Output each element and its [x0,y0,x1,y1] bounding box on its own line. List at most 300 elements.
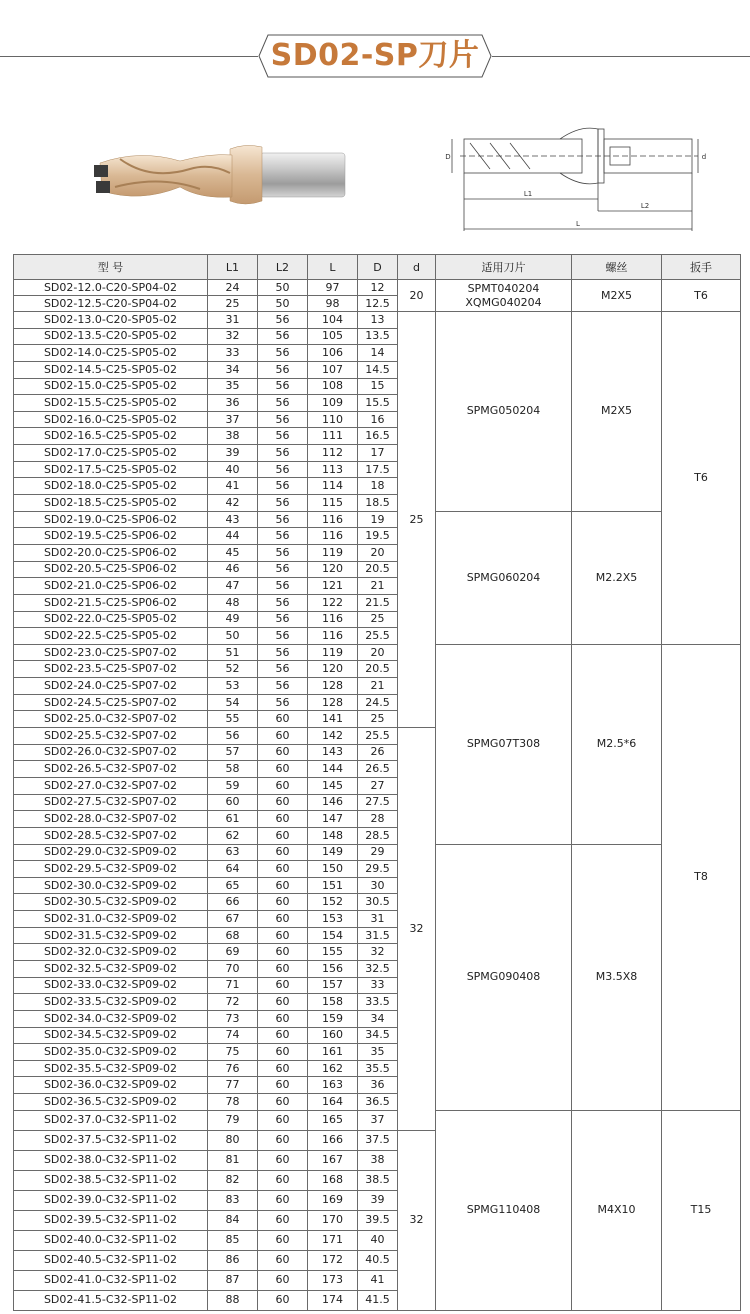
cell-D: 19.5 [358,528,398,545]
cell-model: SD02-13.5-C20-SP05-02 [14,328,208,345]
cell-L1: 49 [208,611,258,628]
cell-model: SD02-32.5-C32-SP09-02 [14,960,208,977]
cell-L2: 60 [258,927,308,944]
header-d: d [398,255,436,280]
cell-L1: 83 [208,1190,258,1210]
cell-L1: 88 [208,1290,258,1310]
cell-model: SD02-36.5-C32-SP09-02 [14,1094,208,1111]
cell-L: 160 [308,1027,358,1044]
cell-D: 18.5 [358,495,398,512]
header-L: L [308,255,358,280]
cell-d: 32 [398,1130,436,1310]
table-row [14,1110,741,1130]
cell-L2: 60 [258,811,308,828]
cell-L2: 56 [258,678,308,695]
cell-model: SD02-41.5-C32-SP11-02 [14,1290,208,1310]
cell-L2: 60 [258,1230,308,1250]
cell-model: SD02-34.0-C32-SP09-02 [14,1010,208,1027]
cell-screw: M2X5 [572,312,662,512]
cell-D: 30.5 [358,894,398,911]
cell-model: SD02-31.5-C32-SP09-02 [14,927,208,944]
cell-screw: M2.2X5 [572,511,662,644]
cell-wrench: T6 [662,280,741,312]
cell-L2: 56 [258,395,308,412]
cell-D: 41.5 [358,1290,398,1310]
cell-L2: 56 [258,611,308,628]
cell-insert: SPMT040204 XQMG040204 [436,280,572,312]
cell-L: 164 [308,1094,358,1111]
cell-L1: 63 [208,844,258,861]
cell-L: 119 [308,544,358,561]
cell-D: 37.5 [358,1130,398,1150]
cell-L: 163 [308,1077,358,1094]
cell-model: SD02-14.0-C25-SP05-02 [14,345,208,362]
cell-model: SD02-13.0-C20-SP05-02 [14,312,208,329]
cell-D: 41 [358,1270,398,1290]
cell-model: SD02-17.0-C25-SP05-02 [14,445,208,462]
cell-D: 36 [358,1077,398,1094]
cell-D: 28 [358,811,398,828]
cell-D: 21 [358,578,398,595]
cell-L2: 60 [258,728,308,745]
cell-d: 25 [398,312,436,728]
cell-L2: 60 [258,977,308,994]
cell-D: 40 [358,1230,398,1250]
cell-L: 109 [308,395,358,412]
cell-d: 32 [398,728,436,1131]
cell-D: 40.5 [358,1250,398,1270]
drawing-label-L2: L2 [640,202,650,210]
cell-L: 112 [308,445,358,462]
cell-L: 115 [308,495,358,512]
header-model: 型 号 [14,255,208,280]
cell-D: 26.5 [358,761,398,778]
cell-L: 143 [308,744,358,761]
cell-L2: 60 [258,1130,308,1150]
cell-L: 98 [308,296,358,312]
cell-D: 17 [358,445,398,462]
cell-L2: 60 [258,1027,308,1044]
cell-L2: 56 [258,411,308,428]
cell-D: 13.5 [358,328,398,345]
cell-D: 38 [358,1150,398,1170]
table-row [14,312,741,329]
cell-insert: SPMG060204 [436,511,572,644]
cell-L: 168 [308,1170,358,1190]
cell-L1: 78 [208,1094,258,1111]
cell-model: SD02-24.0-C25-SP07-02 [14,678,208,695]
cell-L1: 62 [208,827,258,844]
cell-L1: 68 [208,927,258,944]
cell-L: 119 [308,644,358,661]
cell-L1: 73 [208,1010,258,1027]
cell-L2: 56 [258,361,308,378]
cell-L2: 60 [258,1010,308,1027]
cell-D: 28.5 [358,827,398,844]
cell-model: SD02-25.5-C32-SP07-02 [14,728,208,745]
cell-L: 116 [308,628,358,645]
cell-D: 26 [358,744,398,761]
cell-L1: 75 [208,1044,258,1061]
cell-L2: 56 [258,495,308,512]
cell-d: 20 [398,280,436,312]
cell-D: 34.5 [358,1027,398,1044]
cell-L: 141 [308,711,358,728]
cell-L: 170 [308,1210,358,1230]
cell-D: 20 [358,644,398,661]
cell-model: SD02-25.0-C32-SP07-02 [14,711,208,728]
cell-D: 35 [358,1044,398,1061]
cell-L: 105 [308,328,358,345]
cell-L1: 57 [208,744,258,761]
cell-L2: 56 [258,594,308,611]
cell-L1: 25 [208,296,258,312]
cell-L1: 44 [208,528,258,545]
cell-screw: M2X5 [572,280,662,312]
cell-L1: 45 [208,544,258,561]
cell-L: 172 [308,1250,358,1270]
cell-insert: SPMG090408 [436,844,572,1110]
cell-L2: 60 [258,711,308,728]
cell-model: SD02-29.0-C32-SP09-02 [14,844,208,861]
cell-L1: 55 [208,711,258,728]
cell-L: 167 [308,1150,358,1170]
cell-L1: 33 [208,345,258,362]
cell-L1: 39 [208,445,258,462]
cell-D: 34 [358,1010,398,1027]
cell-L: 154 [308,927,358,944]
cell-model: SD02-16.0-C25-SP05-02 [14,411,208,428]
cell-L1: 56 [208,728,258,745]
cell-L: 120 [308,561,358,578]
cell-L1: 72 [208,994,258,1011]
cell-model: SD02-19.0-C25-SP06-02 [14,511,208,528]
cell-model: SD02-37.0-C32-SP11-02 [14,1110,208,1130]
cell-D: 33.5 [358,994,398,1011]
cell-model: SD02-12.0-C20-SP04-02 [14,280,208,296]
cell-L2: 60 [258,1290,308,1310]
page-title: SD02-SP刀片 [270,38,480,73]
cell-L1: 35 [208,378,258,395]
cell-model: SD02-39.5-C32-SP11-02 [14,1210,208,1230]
cell-L: 159 [308,1010,358,1027]
cell-L1: 84 [208,1210,258,1230]
cell-model: SD02-32.0-C32-SP09-02 [14,944,208,961]
cell-model: SD02-29.5-C32-SP09-02 [14,861,208,878]
cell-model: SD02-41.0-C32-SP11-02 [14,1270,208,1290]
cell-L1: 80 [208,1130,258,1150]
cell-insert: SPMG110408 [436,1110,572,1310]
cell-D: 32.5 [358,960,398,977]
cell-D: 21 [358,678,398,695]
cell-L: 169 [308,1190,358,1210]
cell-D: 24.5 [358,694,398,711]
product-photo [80,135,350,215]
cell-L1: 51 [208,644,258,661]
header-D: D [358,255,398,280]
cell-L1: 38 [208,428,258,445]
cell-L1: 67 [208,911,258,928]
cell-model: SD02-15.0-C25-SP05-02 [14,378,208,395]
cell-model: SD02-38.5-C32-SP11-02 [14,1170,208,1190]
cell-L2: 60 [258,944,308,961]
cell-L1: 43 [208,511,258,528]
table-body [14,280,741,1311]
cell-model: SD02-19.5-C25-SP06-02 [14,528,208,545]
cell-L2: 50 [258,296,308,312]
cell-model: SD02-26.5-C32-SP07-02 [14,761,208,778]
cell-L2: 60 [258,877,308,894]
cell-model: SD02-30.0-C32-SP09-02 [14,877,208,894]
cell-L2: 60 [258,960,308,977]
drawing-label-d: d [701,153,707,161]
cell-L1: 31 [208,312,258,329]
cell-D: 20.5 [358,661,398,678]
cell-L: 161 [308,1044,358,1061]
cell-L2: 60 [258,1150,308,1170]
cell-L: 150 [308,861,358,878]
cell-L: 144 [308,761,358,778]
cell-D: 15.5 [358,395,398,412]
cell-model: SD02-36.0-C32-SP09-02 [14,1077,208,1094]
cell-L1: 81 [208,1150,258,1170]
cell-L1: 82 [208,1170,258,1190]
cell-L2: 60 [258,777,308,794]
cell-L2: 56 [258,445,308,462]
cell-model: SD02-12.5-C20-SP04-02 [14,296,208,312]
cell-L1: 58 [208,761,258,778]
cell-L1: 37 [208,411,258,428]
cell-L2: 60 [258,1170,308,1190]
cell-L1: 24 [208,280,258,296]
drawing-label-L1: L1 [523,190,533,198]
table-row [14,844,741,861]
title-banner [0,0,750,110]
cell-model: SD02-22.0-C25-SP05-02 [14,611,208,628]
cell-L1: 71 [208,977,258,994]
cell-D: 37 [358,1110,398,1130]
banner-line-right [492,56,750,57]
cell-D: 31 [358,911,398,928]
cell-model: SD02-37.5-C32-SP11-02 [14,1130,208,1150]
cell-L1: 54 [208,694,258,711]
cell-model: SD02-20.5-C25-SP06-02 [14,561,208,578]
cell-L1: 60 [208,794,258,811]
cell-D: 19 [358,511,398,528]
cell-model: SD02-26.0-C32-SP07-02 [14,744,208,761]
cell-screw: M2.5*6 [572,644,662,844]
cell-D: 12.5 [358,296,398,312]
cell-D: 25.5 [358,728,398,745]
cell-model: SD02-31.0-C32-SP09-02 [14,911,208,928]
cell-D: 13 [358,312,398,329]
cell-L2: 60 [258,861,308,878]
cell-model: SD02-17.5-C25-SP05-02 [14,461,208,478]
cell-L: 158 [308,994,358,1011]
cell-L1: 70 [208,960,258,977]
cell-D: 31.5 [358,927,398,944]
cell-L: 165 [308,1110,358,1130]
table-row [14,280,741,296]
cell-L2: 56 [258,644,308,661]
cell-L: 128 [308,694,358,711]
cell-model: SD02-28.0-C32-SP07-02 [14,811,208,828]
cell-D: 27 [358,777,398,794]
cell-L2: 56 [258,345,308,362]
cell-L1: 41 [208,478,258,495]
cell-model: SD02-15.5-C25-SP05-02 [14,395,208,412]
cell-D: 20 [358,544,398,561]
cell-L2: 60 [258,1190,308,1210]
cell-L1: 59 [208,777,258,794]
cell-model: SD02-20.0-C25-SP06-02 [14,544,208,561]
cell-screw: M4X10 [572,1110,662,1310]
cell-D: 15 [358,378,398,395]
cell-D: 38.5 [358,1170,398,1190]
cell-model: SD02-18.0-C25-SP05-02 [14,478,208,495]
cell-D: 14 [358,345,398,362]
cell-L: 114 [308,478,358,495]
cell-D: 25.5 [358,628,398,645]
cell-L2: 50 [258,280,308,296]
cell-D: 20.5 [358,561,398,578]
cell-insert: SPMG050204 [436,312,572,512]
cell-L: 149 [308,844,358,861]
cell-L1: 48 [208,594,258,611]
cell-L2: 60 [258,1094,308,1111]
cell-L: 113 [308,461,358,478]
cell-L: 153 [308,911,358,928]
cell-L1: 64 [208,861,258,878]
cell-D: 16 [358,411,398,428]
cell-L1: 85 [208,1230,258,1250]
cell-L2: 56 [258,378,308,395]
cell-L: 147 [308,811,358,828]
cell-L1: 79 [208,1110,258,1130]
cell-D: 17.5 [358,461,398,478]
cell-model: SD02-35.5-C32-SP09-02 [14,1060,208,1077]
cell-wrench: T15 [662,1110,741,1310]
cell-D: 29 [358,844,398,861]
cell-model: SD02-23.5-C25-SP07-02 [14,661,208,678]
cell-L2: 60 [258,1060,308,1077]
cell-model: SD02-40.5-C32-SP11-02 [14,1250,208,1270]
cell-L1: 77 [208,1077,258,1094]
cell-L1: 76 [208,1060,258,1077]
cell-L: 162 [308,1060,358,1077]
drawing-label-L: L [576,220,580,228]
cell-D: 18 [358,478,398,495]
cell-L2: 60 [258,1270,308,1290]
cell-L1: 65 [208,877,258,894]
cell-L2: 56 [258,478,308,495]
spec-table [13,254,741,1311]
cell-D: 32 [358,944,398,961]
cell-D: 39.5 [358,1210,398,1230]
cell-model: SD02-33.0-C32-SP09-02 [14,977,208,994]
cell-L2: 60 [258,1250,308,1270]
banner-line-left [0,56,258,57]
cell-model: SD02-35.0-C32-SP09-02 [14,1044,208,1061]
cell-D: 16.5 [358,428,398,445]
table-row [14,511,741,528]
technical-drawing [440,125,710,237]
table-header-row [14,255,741,280]
cell-D: 30 [358,877,398,894]
cell-L2: 56 [258,428,308,445]
cell-L: 107 [308,361,358,378]
cell-L1: 87 [208,1270,258,1290]
header-L1: L1 [208,255,258,280]
cell-wrench: T8 [662,644,741,1110]
cell-L1: 74 [208,1027,258,1044]
cell-L: 120 [308,661,358,678]
cell-insert: SPMG07T308 [436,644,572,844]
cell-L: 166 [308,1130,358,1150]
cell-L1: 69 [208,944,258,961]
cell-L1: 32 [208,328,258,345]
cell-L1: 36 [208,395,258,412]
cell-model: SD02-40.0-C32-SP11-02 [14,1230,208,1250]
cell-L: 108 [308,378,358,395]
cell-L2: 56 [258,694,308,711]
drawing-label-D: D [445,153,451,161]
cell-L2: 56 [258,561,308,578]
cell-L1: 50 [208,628,258,645]
cell-model: SD02-39.0-C32-SP11-02 [14,1190,208,1210]
cell-L: 116 [308,528,358,545]
cell-model: SD02-14.5-C25-SP05-02 [14,361,208,378]
cell-L1: 86 [208,1250,258,1270]
cell-L1: 40 [208,461,258,478]
cell-L: 171 [308,1230,358,1250]
header-wrench: 扳手 [662,255,741,280]
cell-model: SD02-16.5-C25-SP05-02 [14,428,208,445]
cell-L2: 56 [258,544,308,561]
cell-L: 116 [308,611,358,628]
cell-L1: 42 [208,495,258,512]
cell-L: 156 [308,960,358,977]
cell-L2: 60 [258,844,308,861]
cell-screw: M3.5X8 [572,844,662,1110]
cell-L: 152 [308,894,358,911]
cell-model: SD02-27.0-C32-SP07-02 [14,777,208,794]
cell-L2: 60 [258,1077,308,1094]
cell-L: 148 [308,827,358,844]
cell-model: SD02-21.5-C25-SP06-02 [14,594,208,611]
title-frame [258,34,492,78]
cell-L: 128 [308,678,358,695]
cell-L1: 52 [208,661,258,678]
cell-L: 157 [308,977,358,994]
cell-L2: 56 [258,328,308,345]
cell-D: 27.5 [358,794,398,811]
cell-L2: 60 [258,994,308,1011]
cell-L: 116 [308,511,358,528]
cell-D: 25 [358,611,398,628]
cell-L: 122 [308,594,358,611]
cell-L: 104 [308,312,358,329]
cell-L: 111 [308,428,358,445]
cell-L2: 60 [258,761,308,778]
cell-model: SD02-30.5-C32-SP09-02 [14,894,208,911]
cell-L: 151 [308,877,358,894]
header-L2: L2 [258,255,308,280]
cell-D: 21.5 [358,594,398,611]
cell-L: 173 [308,1270,358,1290]
cell-L1: 47 [208,578,258,595]
cell-model: SD02-28.5-C32-SP07-02 [14,827,208,844]
